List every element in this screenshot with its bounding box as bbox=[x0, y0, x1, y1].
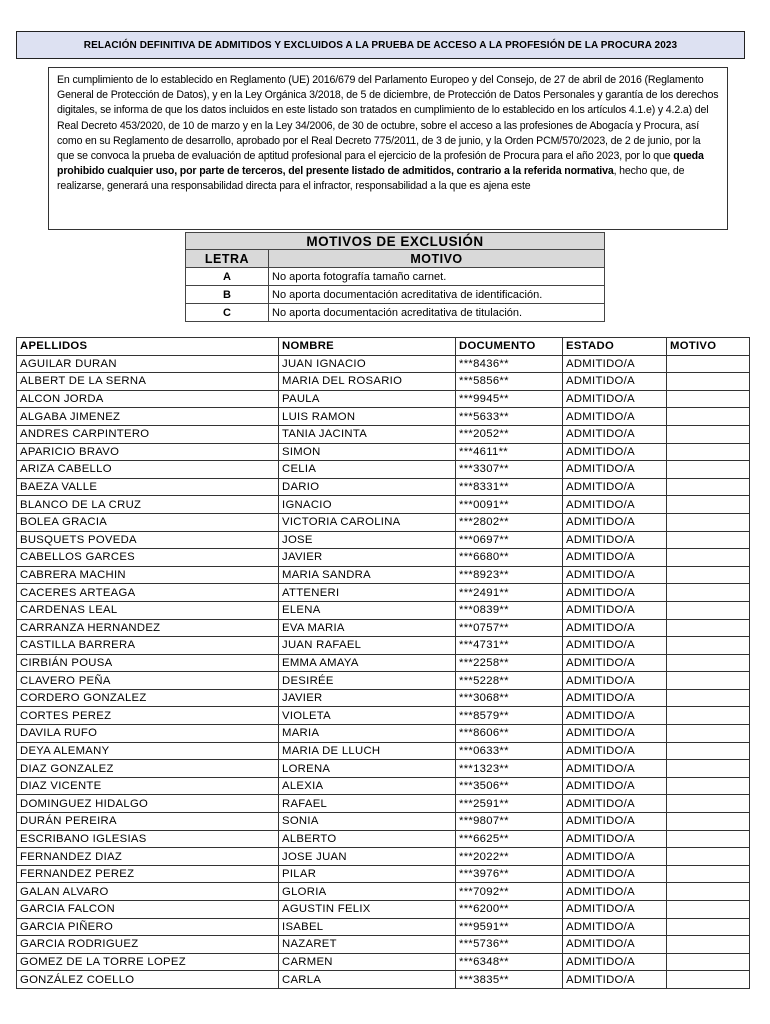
apellidos-cell: ALGABA JIMENEZ bbox=[17, 408, 279, 426]
table-row bbox=[17, 725, 750, 743]
estado-cell: ADMITIDO/A bbox=[563, 777, 667, 795]
nombre-cell: JOSE JUAN bbox=[279, 848, 456, 866]
documento-cell: ***0633** bbox=[456, 742, 563, 760]
estado-cell: ADMITIDO/A bbox=[563, 742, 667, 760]
nombre-cell: LUIS RAMON bbox=[279, 408, 456, 426]
table-row bbox=[17, 461, 750, 479]
apellidos-cell: CARRANZA HERNANDEZ bbox=[17, 619, 279, 637]
apellidos-cell: ALCON JORDA bbox=[17, 390, 279, 408]
estado-cell: ADMITIDO/A bbox=[563, 918, 667, 936]
apellidos-cell: CABELLOS GARCES bbox=[17, 549, 279, 567]
apellidos-cell: ARIZA CABELLO bbox=[17, 461, 279, 479]
documento-cell: ***2802** bbox=[456, 513, 563, 531]
notice-bold-text: queda prohibido cualquier uso, por parte de terceros, del presente listado de admitidos, contrario a la referida normativa bbox=[57, 150, 704, 178]
nombre-cell: DARIO bbox=[279, 478, 456, 496]
table-row bbox=[17, 549, 750, 567]
motivo-cell bbox=[667, 936, 750, 954]
apellidos-cell: DURÁN PEREIRA bbox=[17, 813, 279, 831]
apellidos-cell: CLAVERO PEÑA bbox=[17, 672, 279, 690]
documento-cell: ***3976** bbox=[456, 865, 563, 883]
documento-cell: ***3307** bbox=[456, 461, 563, 479]
motivo-cell bbox=[667, 566, 750, 584]
nombre-cell: ALEXIA bbox=[279, 777, 456, 795]
documento-cell: ***9591** bbox=[456, 918, 563, 936]
exclusion-row bbox=[186, 268, 605, 286]
documento-cell: ***5228** bbox=[456, 672, 563, 690]
estado-cell: ADMITIDO/A bbox=[563, 619, 667, 637]
apellidos-cell: DIAZ GONZALEZ bbox=[17, 760, 279, 778]
estado-cell: ADMITIDO/A bbox=[563, 443, 667, 461]
documento-cell: ***8579** bbox=[456, 707, 563, 725]
notice-text-end: , hecho que, de realizarse, generará una responsabilidad directa para el infractor, responsabilidad a la que es ajena este bbox=[57, 165, 685, 193]
documento-cell: ***8331** bbox=[456, 478, 563, 496]
motivo-cell bbox=[667, 795, 750, 813]
apellidos-cell: DIAZ VICENTE bbox=[17, 777, 279, 795]
apellidos-cell: CACERES ARTEAGA bbox=[17, 584, 279, 602]
table-row bbox=[17, 707, 750, 725]
nombre-cell: LORENA bbox=[279, 760, 456, 778]
nombre-cell: CARLA bbox=[279, 971, 456, 989]
apellidos-cell: BUSQUETS POVEDA bbox=[17, 531, 279, 549]
nombre-cell: CARMEN bbox=[279, 953, 456, 971]
table-row bbox=[17, 619, 750, 637]
apellidos-cell: DAVILA RUFO bbox=[17, 725, 279, 743]
column-header-motivo: MOTIVO bbox=[667, 338, 750, 356]
apellidos-cell: GONZÁLEZ COELLO bbox=[17, 971, 279, 989]
exclusion-reason: No aporta documentación acreditativa de identificación. bbox=[269, 286, 605, 304]
motivo-cell bbox=[667, 971, 750, 989]
nombre-cell: VICTORIA CAROLINA bbox=[279, 513, 456, 531]
nombre-cell: ALBERTO bbox=[279, 830, 456, 848]
estado-cell: ADMITIDO/A bbox=[563, 865, 667, 883]
motivo-cell bbox=[667, 725, 750, 743]
nombre-cell: JOSE bbox=[279, 531, 456, 549]
estado-cell: ADMITIDO/A bbox=[563, 496, 667, 514]
documento-cell: ***5633** bbox=[456, 408, 563, 426]
table-row bbox=[17, 760, 750, 778]
documento-cell: ***5856** bbox=[456, 373, 563, 391]
documento-cell: ***1323** bbox=[456, 760, 563, 778]
table-row bbox=[17, 513, 750, 531]
documento-cell: ***7092** bbox=[456, 883, 563, 901]
estado-cell: ADMITIDO/A bbox=[563, 390, 667, 408]
apellidos-cell: CIRBIÁN POUSA bbox=[17, 654, 279, 672]
estado-cell: ADMITIDO/A bbox=[563, 408, 667, 426]
table-row bbox=[17, 971, 750, 989]
apellidos-cell: AGUILAR DURAN bbox=[17, 355, 279, 373]
motivo-cell bbox=[667, 584, 750, 602]
documento-cell: ***5736** bbox=[456, 936, 563, 954]
estado-cell: ADMITIDO/A bbox=[563, 531, 667, 549]
documento-cell: ***6625** bbox=[456, 830, 563, 848]
documento-cell: ***6680** bbox=[456, 549, 563, 567]
nombre-cell: PILAR bbox=[279, 865, 456, 883]
estado-cell: ADMITIDO/A bbox=[563, 478, 667, 496]
nombre-cell: JUAN IGNACIO bbox=[279, 355, 456, 373]
estado-cell: ADMITIDO/A bbox=[563, 795, 667, 813]
nombre-cell: SONIA bbox=[279, 813, 456, 831]
motivo-cell bbox=[667, 760, 750, 778]
table-row bbox=[17, 777, 750, 795]
apellidos-cell: DOMINGUEZ HIDALGO bbox=[17, 795, 279, 813]
estado-cell: ADMITIDO/A bbox=[563, 566, 667, 584]
table-row bbox=[17, 355, 750, 373]
exclusion-table-caption: MOTIVOS DE EXCLUSIÓN bbox=[186, 233, 605, 250]
estado-cell: ADMITIDO/A bbox=[563, 355, 667, 373]
estado-cell: ADMITIDO/A bbox=[563, 373, 667, 391]
motivo-cell bbox=[667, 513, 750, 531]
nombre-cell: ATTENERI bbox=[279, 584, 456, 602]
motivo-cell bbox=[667, 848, 750, 866]
table-row bbox=[17, 390, 750, 408]
table-row bbox=[17, 654, 750, 672]
documento-cell: ***0091** bbox=[456, 496, 563, 514]
apellidos-cell: CASTILLA BARRERA bbox=[17, 637, 279, 655]
column-header-letra: LETRA bbox=[186, 250, 269, 268]
documento-cell: ***3068** bbox=[456, 689, 563, 707]
candidates-table bbox=[16, 337, 750, 989]
table-row bbox=[17, 865, 750, 883]
estado-cell: ADMITIDO/A bbox=[563, 689, 667, 707]
motivo-cell bbox=[667, 425, 750, 443]
nombre-cell: MARIA DEL ROSARIO bbox=[279, 373, 456, 391]
documento-cell: ***3835** bbox=[456, 971, 563, 989]
column-header-motivo: MOTIVO bbox=[269, 250, 605, 268]
documento-cell: ***0839** bbox=[456, 601, 563, 619]
exclusion-letter: C bbox=[186, 304, 269, 322]
motivo-cell bbox=[667, 549, 750, 567]
apellidos-cell: GARCIA RODRIGUEZ bbox=[17, 936, 279, 954]
estado-cell: ADMITIDO/A bbox=[563, 513, 667, 531]
estado-cell: ADMITIDO/A bbox=[563, 848, 667, 866]
table-row bbox=[17, 478, 750, 496]
motivo-cell bbox=[667, 901, 750, 919]
nombre-cell: MARIA bbox=[279, 725, 456, 743]
motivo-cell bbox=[667, 601, 750, 619]
motivo-cell bbox=[667, 637, 750, 655]
table-row bbox=[17, 584, 750, 602]
apellidos-cell: GARCIA PIÑERO bbox=[17, 918, 279, 936]
estado-cell: ADMITIDO/A bbox=[563, 707, 667, 725]
documento-cell: ***8923** bbox=[456, 566, 563, 584]
table-row bbox=[17, 936, 750, 954]
motivo-cell bbox=[667, 707, 750, 725]
documento-cell: ***2591** bbox=[456, 795, 563, 813]
apellidos-cell: CORTES PEREZ bbox=[17, 707, 279, 725]
estado-cell: ADMITIDO/A bbox=[563, 901, 667, 919]
motivo-cell bbox=[667, 408, 750, 426]
documento-cell: ***3506** bbox=[456, 777, 563, 795]
apellidos-cell: FERNANDEZ PEREZ bbox=[17, 865, 279, 883]
motivo-cell bbox=[667, 742, 750, 760]
table-row bbox=[17, 443, 750, 461]
motivo-cell bbox=[667, 443, 750, 461]
table-row bbox=[17, 531, 750, 549]
estado-cell: ADMITIDO/A bbox=[563, 549, 667, 567]
documento-cell: ***8436** bbox=[456, 355, 563, 373]
table-row bbox=[17, 425, 750, 443]
column-header-nombre: NOMBRE bbox=[279, 338, 456, 356]
estado-cell: ADMITIDO/A bbox=[563, 637, 667, 655]
apellidos-cell: GARCIA FALCON bbox=[17, 901, 279, 919]
nombre-cell: AGUSTIN FELIX bbox=[279, 901, 456, 919]
motivo-cell bbox=[667, 496, 750, 514]
documento-cell: ***4611** bbox=[456, 443, 563, 461]
motivo-cell bbox=[667, 461, 750, 479]
documento-cell: ***2491** bbox=[456, 584, 563, 602]
estado-cell: ADMITIDO/A bbox=[563, 883, 667, 901]
table-row bbox=[17, 918, 750, 936]
estado-cell: ADMITIDO/A bbox=[563, 813, 667, 831]
nombre-cell: TANIA JACINTA bbox=[279, 425, 456, 443]
motivo-cell bbox=[667, 355, 750, 373]
apellidos-cell: DEYA ALEMANY bbox=[17, 742, 279, 760]
estado-cell: ADMITIDO/A bbox=[563, 830, 667, 848]
column-header-apellidos: APELLIDOS bbox=[17, 338, 279, 356]
estado-cell: ADMITIDO/A bbox=[563, 584, 667, 602]
documento-cell: ***2258** bbox=[456, 654, 563, 672]
estado-cell: ADMITIDO/A bbox=[563, 461, 667, 479]
exclusion-reasons-table bbox=[185, 232, 605, 322]
nombre-cell: ISABEL bbox=[279, 918, 456, 936]
motivo-cell bbox=[667, 918, 750, 936]
nombre-cell: GLORIA bbox=[279, 883, 456, 901]
table-row bbox=[17, 496, 750, 514]
motivo-cell bbox=[667, 830, 750, 848]
apellidos-cell: CARDENAS LEAL bbox=[17, 601, 279, 619]
estado-cell: ADMITIDO/A bbox=[563, 601, 667, 619]
estado-cell: ADMITIDO/A bbox=[563, 760, 667, 778]
exclusion-letter: B bbox=[186, 286, 269, 304]
nombre-cell: RAFAEL bbox=[279, 795, 456, 813]
nombre-cell: ELENA bbox=[279, 601, 456, 619]
candidates-body bbox=[17, 355, 750, 988]
document-title: RELACIÓN DEFINITIVA DE ADMITIDOS Y EXCLUIDOS A LA PRUEBA DE ACCESO A LA PROFESIÓN DE LA PROCURA 2023 bbox=[83, 39, 678, 51]
apellidos-cell: CABRERA MACHIN bbox=[17, 566, 279, 584]
estado-cell: ADMITIDO/A bbox=[563, 672, 667, 690]
exclusion-row bbox=[186, 286, 605, 304]
data-protection-notice bbox=[48, 67, 728, 230]
estado-cell: ADMITIDO/A bbox=[563, 725, 667, 743]
nombre-cell: JAVIER bbox=[279, 689, 456, 707]
table-row bbox=[17, 883, 750, 901]
estado-cell: ADMITIDO/A bbox=[563, 654, 667, 672]
estado-cell: ADMITIDO/A bbox=[563, 936, 667, 954]
table-row bbox=[17, 408, 750, 426]
column-header-estado: ESTADO bbox=[563, 338, 667, 356]
motivo-cell bbox=[667, 619, 750, 637]
nombre-cell: MARIA DE LLUCH bbox=[279, 742, 456, 760]
table-row bbox=[17, 830, 750, 848]
motivo-cell bbox=[667, 672, 750, 690]
documento-cell: ***2022** bbox=[456, 848, 563, 866]
apellidos-cell: CORDERO GONZALEZ bbox=[17, 689, 279, 707]
documento-cell: ***0697** bbox=[456, 531, 563, 549]
documento-cell: ***6348** bbox=[456, 953, 563, 971]
apellidos-cell: ANDRES CARPINTERO bbox=[17, 425, 279, 443]
motivo-cell bbox=[667, 478, 750, 496]
candidates-header-row bbox=[17, 338, 750, 356]
table-row bbox=[17, 901, 750, 919]
nombre-cell: EVA MARIA bbox=[279, 619, 456, 637]
documento-cell: ***0757** bbox=[456, 619, 563, 637]
nombre-cell: JUAN RAFAEL bbox=[279, 637, 456, 655]
table-row bbox=[17, 795, 750, 813]
nombre-cell: IGNACIO bbox=[279, 496, 456, 514]
table-row bbox=[17, 601, 750, 619]
apellidos-cell: BLANCO DE LA CRUZ bbox=[17, 496, 279, 514]
estado-cell: ADMITIDO/A bbox=[563, 953, 667, 971]
nombre-cell: SIMON bbox=[279, 443, 456, 461]
apellidos-cell: APARICIO BRAVO bbox=[17, 443, 279, 461]
nombre-cell: DESIRÉE bbox=[279, 672, 456, 690]
nombre-cell: MARIA SANDRA bbox=[279, 566, 456, 584]
apellidos-cell: GOMEZ DE LA TORRE LOPEZ bbox=[17, 953, 279, 971]
table-row bbox=[17, 953, 750, 971]
column-header-documento: DOCUMENTO bbox=[456, 338, 563, 356]
apellidos-cell: FERNANDEZ DIAZ bbox=[17, 848, 279, 866]
nombre-cell: VIOLETA bbox=[279, 707, 456, 725]
apellidos-cell: GALAN ALVARO bbox=[17, 883, 279, 901]
table-row bbox=[17, 672, 750, 690]
documento-cell: ***8606** bbox=[456, 725, 563, 743]
motivo-cell bbox=[667, 777, 750, 795]
exclusion-reason: No aporta fotografía tamaño carnet. bbox=[269, 268, 605, 286]
table-row bbox=[17, 373, 750, 391]
documento-cell: ***4731** bbox=[456, 637, 563, 655]
table-row bbox=[17, 742, 750, 760]
motivo-cell bbox=[667, 883, 750, 901]
nombre-cell: CELIA bbox=[279, 461, 456, 479]
estado-cell: ADMITIDO/A bbox=[563, 971, 667, 989]
motivo-cell bbox=[667, 531, 750, 549]
estado-cell: ADMITIDO/A bbox=[563, 425, 667, 443]
motivo-cell bbox=[667, 654, 750, 672]
motivo-cell bbox=[667, 373, 750, 391]
table-row bbox=[17, 848, 750, 866]
nombre-cell: EMMA AMAYA bbox=[279, 654, 456, 672]
documento-cell: ***9807** bbox=[456, 813, 563, 831]
documento-cell: ***6200** bbox=[456, 901, 563, 919]
table-row bbox=[17, 689, 750, 707]
table-row bbox=[17, 637, 750, 655]
motivo-cell bbox=[667, 953, 750, 971]
document-title-box bbox=[16, 31, 745, 59]
motivo-cell bbox=[667, 689, 750, 707]
nombre-cell: PAULA bbox=[279, 390, 456, 408]
exclusion-reason: No aporta documentación acreditativa de titulación. bbox=[269, 304, 605, 322]
motivo-cell bbox=[667, 813, 750, 831]
apellidos-cell: BOLEA GRACIA bbox=[17, 513, 279, 531]
nombre-cell: NAZARET bbox=[279, 936, 456, 954]
motivo-cell bbox=[667, 865, 750, 883]
notice-text: En cumplimiento de lo establecido en Reglamento (UE) 2016/679 del Parlamento Europeo y del Consejo, de 27 de abril de 2016 (Reglamento General de Protección de Datos), y en la Ley Orgánica 3/2018, de 5 de diciembre, de Protección de Datos Personales y garantía de los derechos digitales, se informa de que los datos incluidos en este listado son tratados en cumplimiento de lo establecido en los artículos 4.1.e) y 4.2.a) del Real Decreto 453/2020, de 10 de marzo y en la Ley 34/2006, de 30 de octubre, sobre el acceso a las profesiones de Abogacía y Procura, así como en su Reglamento de desarrollo, aprobado por el Real Decreto 775/2011, de 3 de junio, y la Orden PCM/570/2023, de 2 de junio, por la que se convoca la prueba de evaluación de aptitud profesional para el ejercicio de la profesión de Procura para el año 2023, por lo que bbox=[57, 74, 719, 163]
table-row bbox=[17, 813, 750, 831]
motivo-cell bbox=[667, 390, 750, 408]
nombre-cell: JAVIER bbox=[279, 549, 456, 567]
documento-cell: ***2052** bbox=[456, 425, 563, 443]
table-row bbox=[17, 566, 750, 584]
exclusion-row bbox=[186, 304, 605, 322]
exclusion-letter: A bbox=[186, 268, 269, 286]
apellidos-cell: BAEZA VALLE bbox=[17, 478, 279, 496]
apellidos-cell: ALBERT DE LA SERNA bbox=[17, 373, 279, 391]
apellidos-cell: ESCRIBANO IGLESIAS bbox=[17, 830, 279, 848]
documento-cell: ***9945** bbox=[456, 390, 563, 408]
